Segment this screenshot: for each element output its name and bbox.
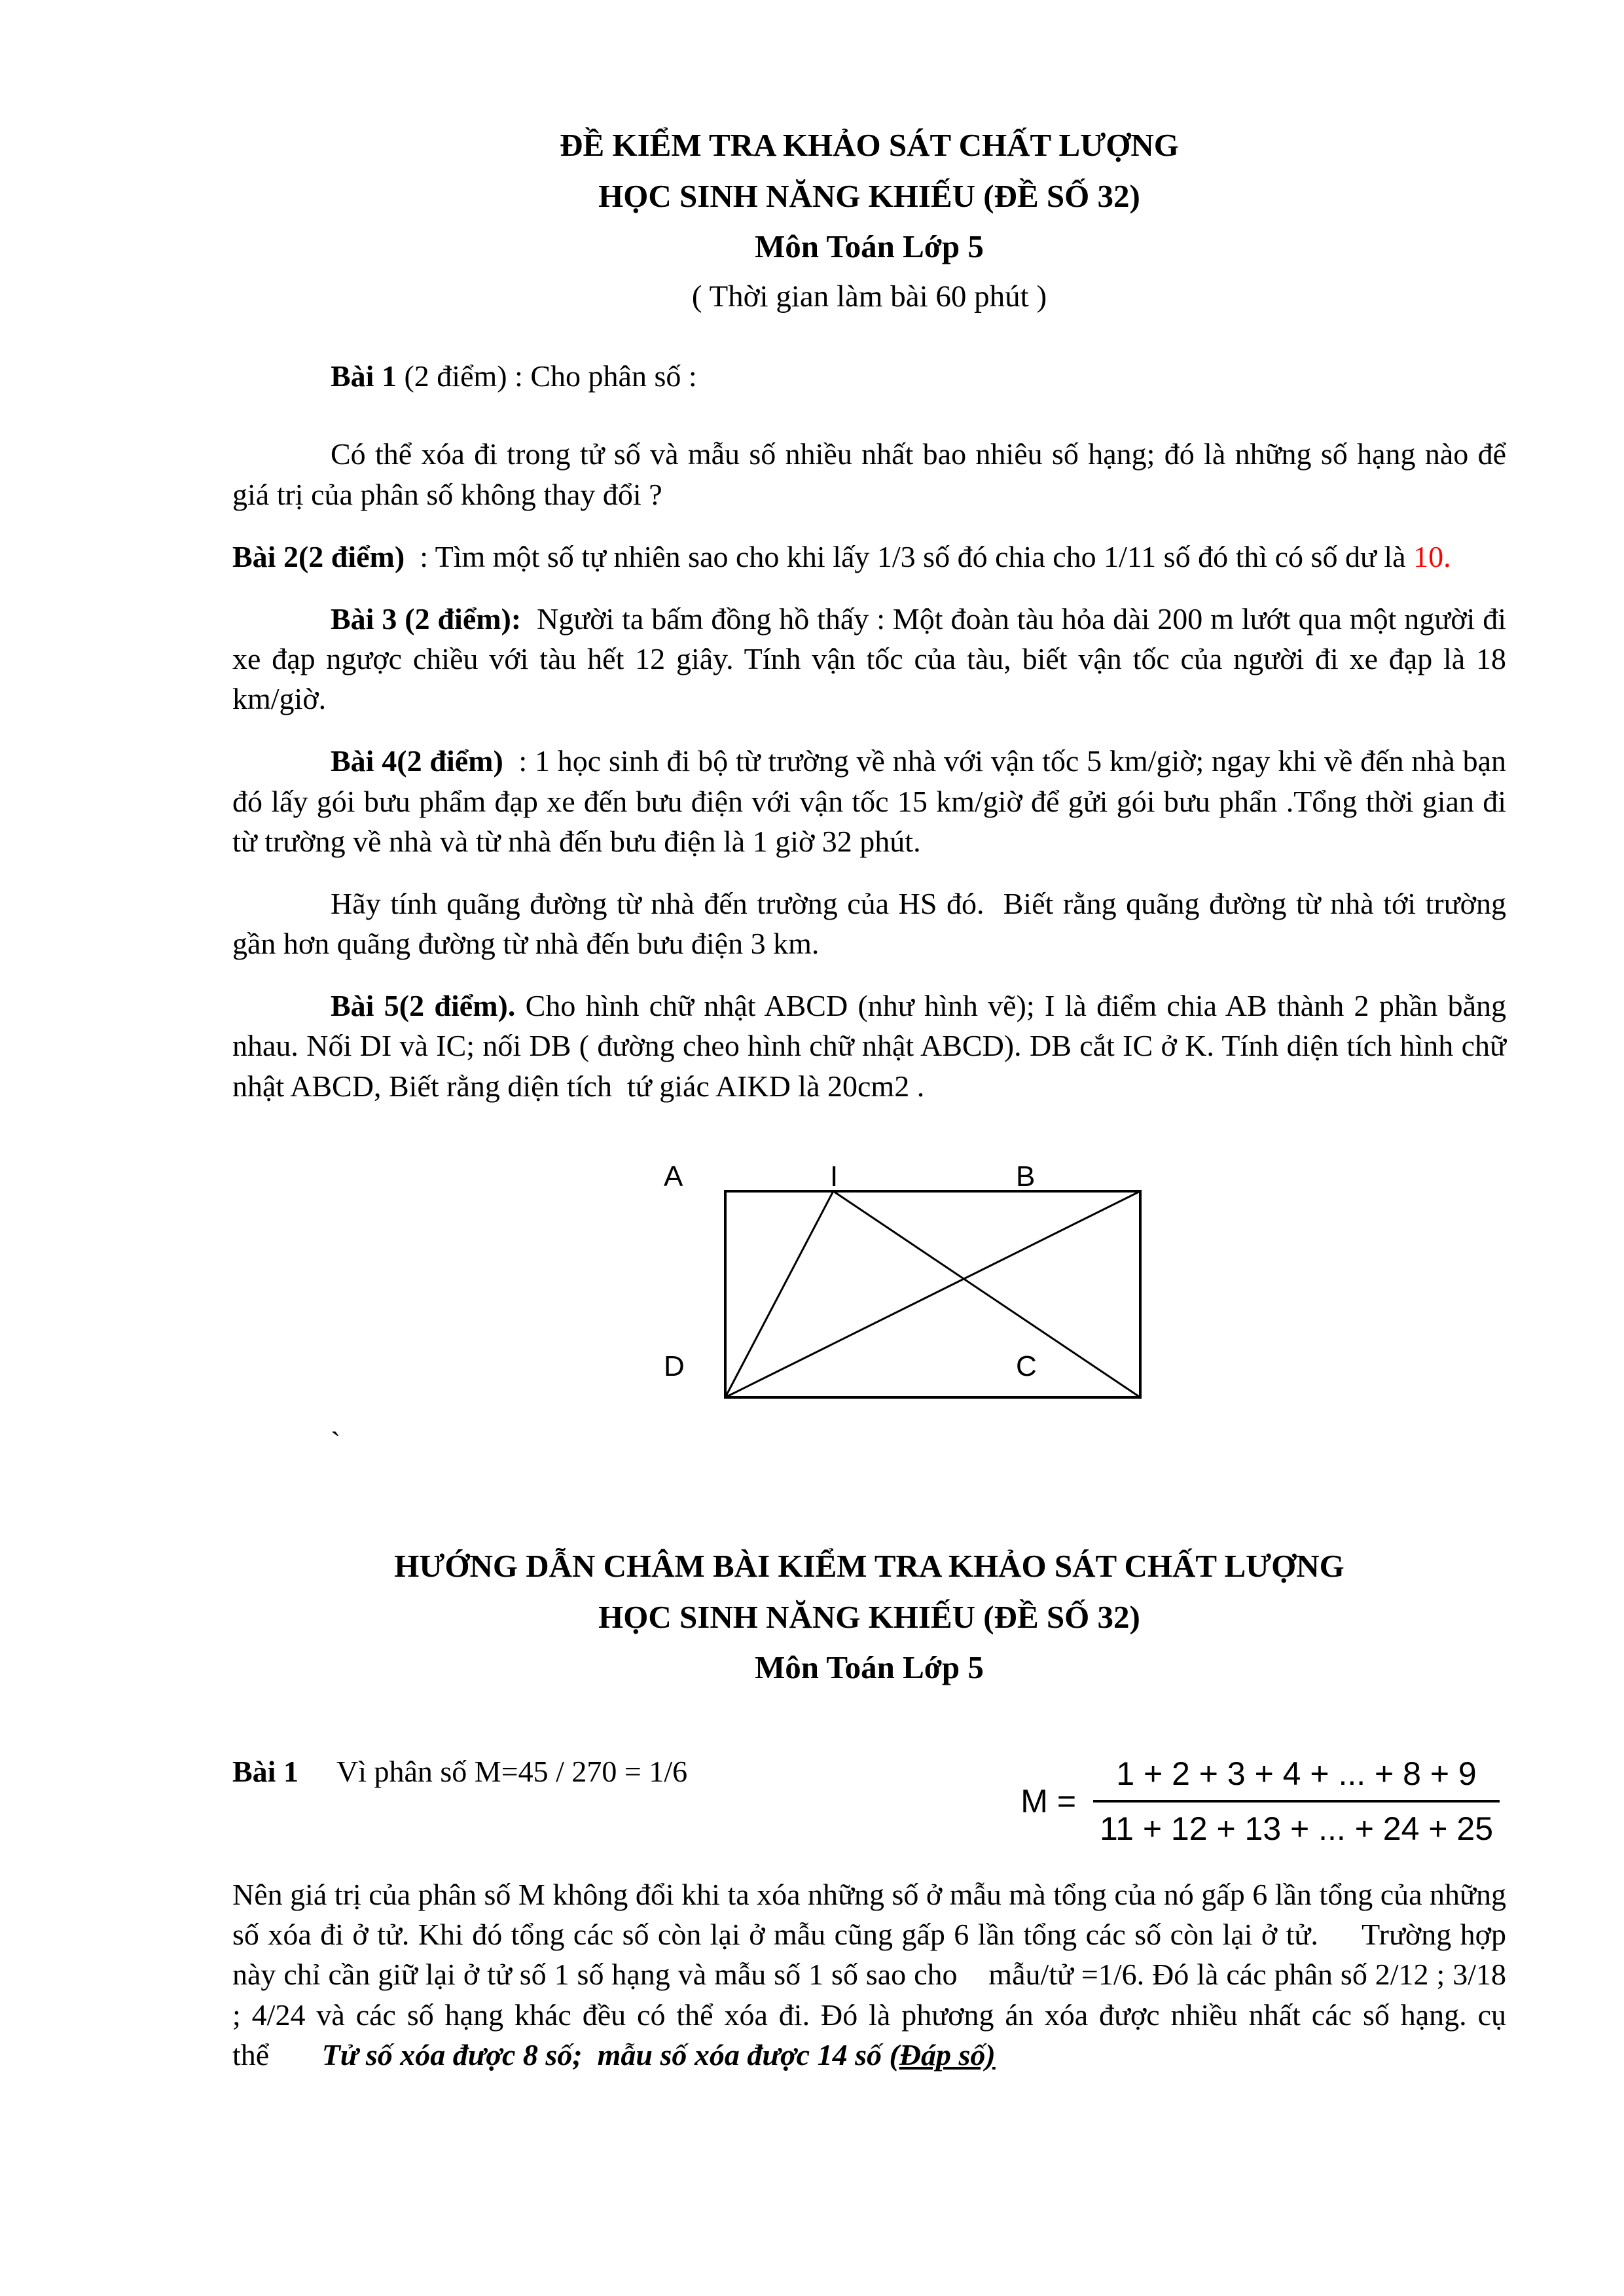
figure-line-i-c [833, 1191, 1140, 1397]
figure-line-d-b [725, 1191, 1140, 1397]
solution-problem-1-statement: Vì phân số M=45 / 270 = 1/6 [336, 1754, 688, 1788]
figure-label-a: A [664, 1160, 683, 1193]
figure-label-b: B [1016, 1160, 1036, 1193]
problem-1-question-paragraph [232, 434, 1506, 514]
fraction-formula [1020, 1754, 1500, 1848]
problem-4-label: Bài 4(2 điểm) [331, 744, 503, 778]
solution-problem-1-explanation [232, 1874, 1506, 2075]
problem-3-label: Bài 3 (2 điểm): [331, 601, 522, 636]
solution-title-line2: HỌC SINH NĂNG KHIẾU (ĐỀ SỐ 32) [598, 1598, 1140, 1635]
exam-subject-line: Môn Toán Lớp 5 [755, 228, 984, 265]
geometry-figure-svg [655, 1145, 1165, 1414]
solution-subject-line: Môn Toán Lớp 5 [755, 1649, 984, 1686]
problem-4-paragraph [232, 741, 1506, 861]
problem-4-text: : 1 học sinh đi bộ từ trường về nhà với vận tốc 5 km/giờ; ngay khi về đến nhà bạn đó lấy gói bưu phẩm đạp xe đến bưu điện với vận tốc 15 km/giờ để gửi gói bưu phẩn .Tổng thời gian đi từ trường về nhà và từ nhà đến bưu điện là 1 giờ 32 phút. [232, 744, 1507, 858]
problem-2-paragraph [232, 537, 1506, 577]
figure-label-d: D [664, 1350, 685, 1382]
problem-5-text: Cho hình chữ nhật ABCD (như hình vẽ); I là điểm chia AB thành 2 phần bằng nhau. Nối DI và IC; nối DB ( đường cheo hình chữ nhật ABCD). DB cắt IC ở K. Tính diện tích hình chữ nhật ABCD, Biết rằng diện tích tứ giác AIKD là 20cm2 . [232, 989, 1506, 1103]
exam-time-note: ( Thời gian làm bài 60 phút ) [691, 279, 1047, 314]
exam-title-line2: HỌC SINH NĂNG KHIẾU (ĐỀ SỐ 32) [598, 177, 1140, 214]
problem-4-question-text: Hãy tính quãng đường từ nhà đến trường của HS đó. Biết rằng quãng đường từ nhà tới trường gần hơn quãng đường từ nhà đến bưu điện 3 km. [232, 886, 1506, 961]
problem-5-paragraph [232, 986, 1506, 1106]
stray-backtick-mark: ` [331, 1425, 341, 1459]
problem-1-paragraph [232, 356, 1506, 396]
figure-label-c: C [1016, 1350, 1037, 1382]
formula-fraction [1093, 1754, 1500, 1848]
problem-1-label: Bài 1 [331, 359, 397, 393]
formula-lhs: M = [1020, 1782, 1077, 1820]
solution-explanation-text: Nên giá trị của phân số M không đổi khi ta xóa những số ở mẫu mà tổng của nó gấp 6 lần tổng của những số xóa đi ở tử. Khi đó tổng các số còn lại ở mẫu cũng gấp 6 lần tổng các số còn lại ở tử. Trường hợp này chỉ cần giữ lại ở tử số 1 số hạng và mẫu số 1 số sao cho mẫu/tử =1/6. Đó là các phân số 2/12 ; 3/18 ; 4/24 và các số hạng khác đều có thể xóa đi. Đó là phương án xóa được nhiều nhất các số hạng. cụ thể [232, 1877, 1506, 2072]
problem-5-label: Bài 5(2 điểm). [331, 989, 516, 1023]
problem-3-text: Người ta bấm đồng hồ thấy : Một đoàn tàu hỏa dài 200 m lướt qua một người đi xe đạp ngược chiều với tàu hết 12 giây. Tính vận tốc của tàu, biết vận tốc của người đi xe đạp là 18 km/giờ. [232, 601, 1507, 716]
problem-1-question-text: Có thể xóa đi trong tử số và mẫu số nhiều nhất bao nhiêu số hạng; đó là những số hạng nào để giá trị của phân số không thay đổi ? [232, 437, 1506, 511]
figure-label-i: I [830, 1160, 839, 1193]
formula-denominator: 11 + 12 + 13 + ... + 24 + 25 [1093, 1800, 1500, 1848]
solution-title-line1: HƯỚNG DẪN CHÂM BÀI KIỂM TRA KHẢO SÁT CHẤT LƯỢNG [394, 1547, 1344, 1584]
exam-title-line1: ĐỀ KIỂM TRA KHẢO SÁT CHẤT LƯỢNG [560, 127, 1179, 163]
solution-problem-1-intro [232, 1754, 687, 1789]
solution-problem-1-row [232, 1754, 1506, 1848]
problem-2-label: Bài 2(2 điểm) [232, 539, 405, 573]
problem-2-answer-highlight: 10. [1413, 539, 1451, 573]
figure-line-d-i [725, 1191, 833, 1397]
formula-numerator: 1 + 2 + 3 + 4 + ... + 8 + 9 [1116, 1755, 1477, 1792]
solution-problem-1-label: Bài 1 [232, 1754, 298, 1788]
problem-2-text: : Tìm một số tự nhiên sao cho khi lấy 1/3 số đó chia cho 1/11 số đó thì có số dư là [405, 539, 1414, 573]
problem-3-paragraph [232, 599, 1506, 719]
geometry-figure [655, 1145, 1506, 1414]
solution-heading-block [232, 1545, 1506, 1689]
solution-answer-label: (Đáp số) [889, 2037, 996, 2072]
solution-answer-text: Tử số xóa được 8 số; mẫu số xóa được 14 số [321, 2037, 890, 2072]
problem-1-text: (2 điểm) : Cho phân số : [396, 359, 697, 393]
problem-4-question-paragraph [232, 884, 1506, 963]
